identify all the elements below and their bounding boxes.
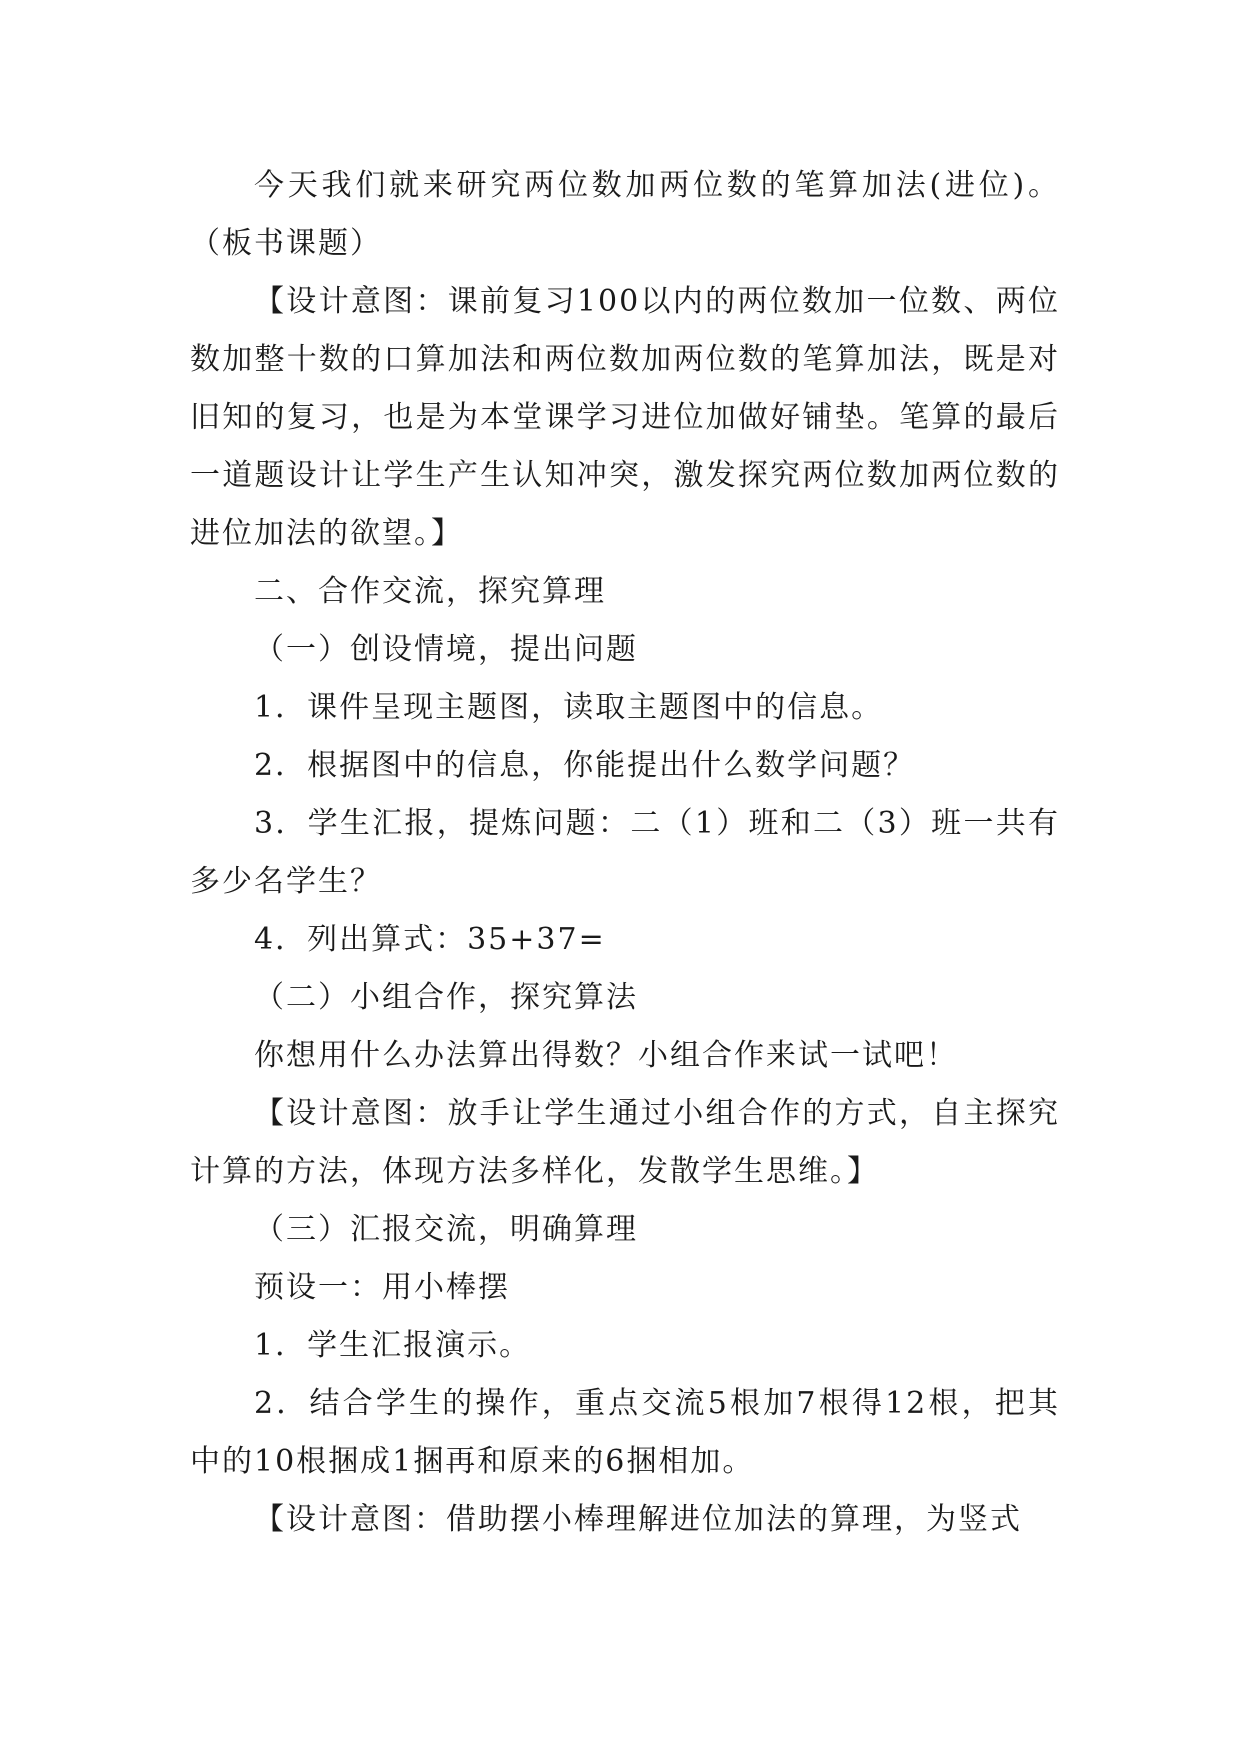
- list-item-4: 4．列出算式：35+37=: [254, 922, 606, 957]
- paragraph-design-intent-2: 【设计意图：放手让学生通过小组合作的方式，自主探究计算的方法，体现方法多样化，发散学生思维。】: [190, 1096, 1060, 1189]
- subsection-heading-3: （三）汇报交流，明确算理: [254, 1212, 638, 1247]
- paragraph-preset-1: 预设一：用小棒摆: [254, 1270, 510, 1305]
- section-heading-2: 二、合作交流，探究算理: [254, 574, 606, 609]
- paragraph-design-intent-1: 【设计意图：课前复习100以内的两位数加一位数、两位数加整十数的口算加法和两位数加两位数的笔算加法，既是对旧知的复习，也是为本堂课学习进位加做好铺垫。笔算的最后一道题设计让学生产生认知冲突，激发探究两位数加两位数的进位加法的欲望。】: [190, 284, 1060, 551]
- document-body: [190, 157, 1060, 1549]
- subsection-heading-1: （一）创设情境，提出问题: [254, 632, 638, 667]
- paragraph-design-intent-3: 【设计意图：借助摆小棒理解进位加法的算理，为竖式: [254, 1502, 1022, 1537]
- list-item-2: 2．根据图中的信息，你能提出什么数学问题？: [254, 748, 916, 783]
- list-item-preset-2: 2．结合学生的操作，重点交流5根加7根得12根，把其中的10根捆成1捆再和原来的6捆相加。: [190, 1386, 1060, 1479]
- paragraph-group-work: 你想用什么办法算出得数？小组合作来试一试吧！: [254, 1038, 958, 1073]
- list-item-3: 3．学生汇报，提炼问题：二（1）班和二（3）班一共有多少名学生？: [190, 806, 1060, 899]
- list-item-preset-1: 1．学生汇报演示。: [254, 1328, 532, 1363]
- list-item-1: 1．课件呈现主题图，读取主题图中的信息。: [254, 690, 884, 725]
- subsection-heading-2: （二）小组合作，探究算法: [254, 980, 638, 1015]
- paragraph-intro: 今天我们就来研究两位数加两位数的笔算加法(进位)。（板书课题）: [190, 168, 1060, 261]
